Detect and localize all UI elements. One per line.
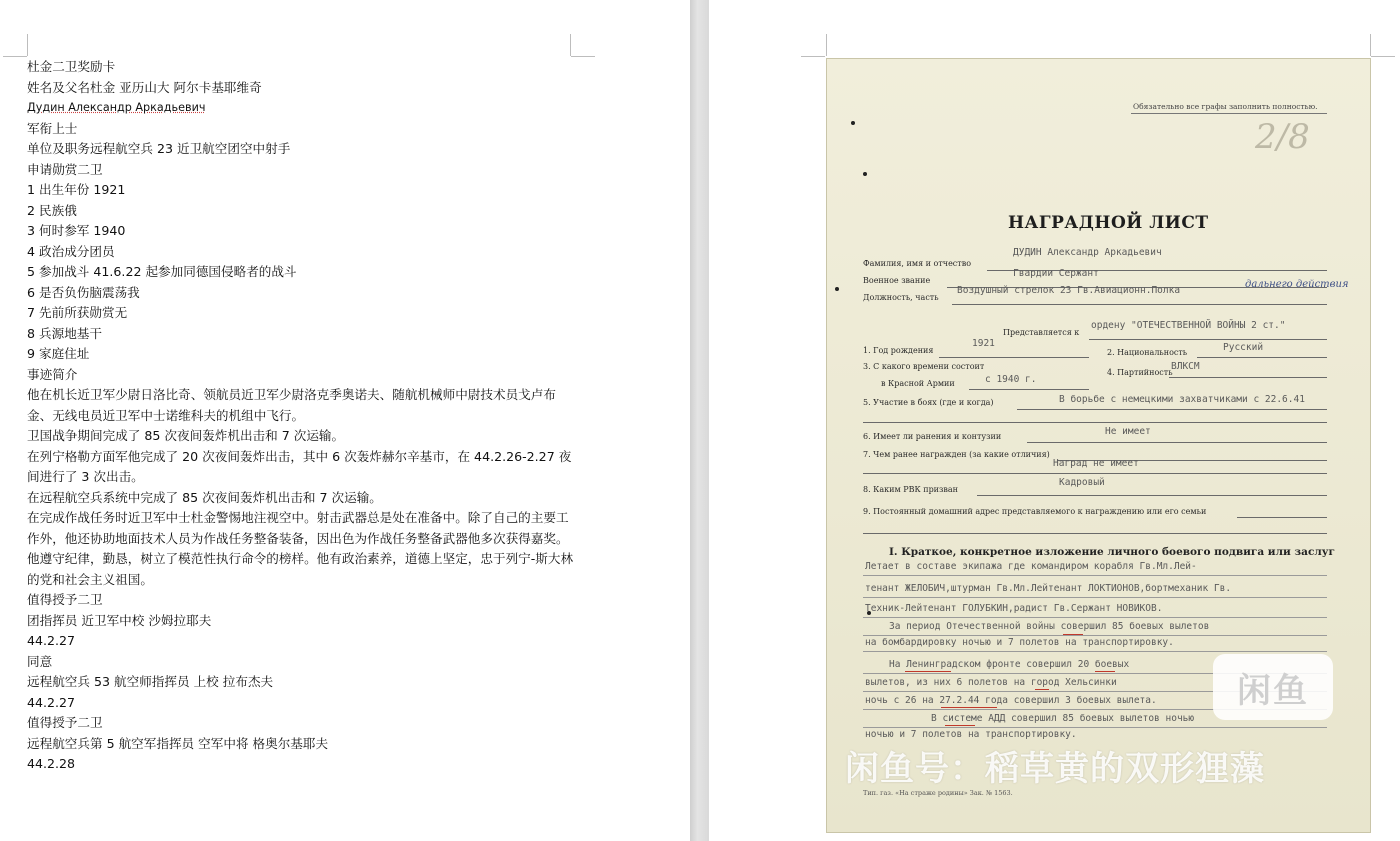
crop-mark: [27, 34, 28, 56]
signature-line: 远程航空兵 53 航空师指挥员 上校 拉布杰夫: [27, 674, 274, 689]
page-gap: [690, 0, 709, 841]
field-line: [969, 389, 1089, 390]
date-line: 44.2.28: [27, 756, 76, 771]
top-note: Обязательно все графы заполнить полностью.: [1133, 102, 1318, 111]
field-label: Военное звание: [863, 276, 931, 285]
field-label: 4. Партийность: [1107, 368, 1173, 377]
field-value: ордену "ОТЕЧЕСТВЕННОЙ ВОЙНЫ 2 ст.": [1091, 320, 1286, 331]
field-line: [977, 495, 1327, 496]
field-label: Должность, часть: [863, 293, 939, 302]
text-line: 姓名及父名杜金 亚历山大 阿尔卡基耶维奇: [27, 79, 262, 95]
field-value: Наград не имеет: [1053, 458, 1139, 469]
body-line: ночью и 7 полетов на транспортировку.: [865, 729, 1077, 740]
field-label: 1. Год рождения: [863, 346, 934, 355]
red-pencil-mark: [1095, 671, 1115, 672]
crop-mark: [570, 34, 571, 56]
field-value: Не имеет: [1105, 426, 1151, 437]
text-paragraph: 他在机长近卫军少尉日洛比奇、领航员近卫军少尉洛克季奥诺夫、随航机械师中尉技术员戈卢布金、无线电员近卫军中士诺维科夫的机组中飞行。: [27, 387, 556, 423]
text-line: 单位及职务远程航空兵 23 近卫航空团空中射手: [27, 141, 291, 156]
sheet-title: НАГРАДНОЙ ЛИСТ: [1008, 213, 1209, 233]
date-line: 44.2.27: [27, 633, 76, 648]
watermark-logo: 闲鱼: [1213, 654, 1333, 720]
right-document-page: [709, 0, 1400, 841]
field-value: Русский: [1223, 342, 1264, 353]
field-label: Фамилия, имя и отчество: [863, 259, 972, 268]
russian-name: Дудин Александр Аркадьевич: [27, 101, 206, 114]
field-line: [1197, 357, 1327, 358]
text-line: 7 先前所获勋赏无: [27, 305, 128, 320]
text-line: 9 家庭住址: [27, 346, 90, 361]
field-value: ВЛКСМ: [1171, 361, 1200, 372]
crop-mark: [3, 56, 27, 57]
field-line: [863, 422, 1327, 423]
field-label: 5. Участие в боях (где и когда): [863, 398, 994, 407]
field-label: 9. Постоянный домашний адрес представляемого к награждению или его семьи: [863, 507, 1207, 516]
field-line: [1017, 409, 1327, 410]
body-line: В системе АДД совершил 85 боевых вылетов ночью: [931, 713, 1195, 724]
doc-title: 杜金二卫奖励卡: [27, 59, 116, 74]
printer-footer: Тип. газ. «На страже родины» Зак. № 1563.: [863, 789, 1013, 797]
field-label: 8. Каким РВК призван: [863, 485, 958, 494]
red-pencil-mark: [905, 671, 951, 672]
text-line: 2 民族俄: [27, 202, 77, 218]
text-paragraph: 在完成作战任务时近卫军中士杜金警惕地注视空中。射击武器总是处在准备中。除了自己的主要工作外，他还协助地面技术人员为作战任务整备装备，因出色为作战任务整备武器他多次获得嘉奖。: [27, 510, 569, 546]
field-line: [863, 635, 1327, 636]
field-label: 6. Имеет ли ранения и контузии: [863, 432, 1002, 441]
text-line: 8 兵源地基干: [27, 325, 102, 341]
punch-dot: [835, 287, 839, 291]
field-label: 3. С какого времени состоит: [863, 362, 985, 371]
field-value: 1921: [972, 338, 995, 349]
section-heading: 事迹简介: [27, 366, 78, 382]
red-pencil-mark: [1063, 634, 1083, 635]
left-document-page: [0, 0, 690, 841]
field-value: ДУДИН Александр Аркадьевич: [1013, 247, 1162, 258]
text-line: 4 政治成分团员: [27, 243, 115, 259]
russian-name-line: [27, 98, 577, 119]
underline: [1131, 113, 1327, 114]
crop-mark: [801, 56, 825, 57]
red-pencil-mark: [1035, 689, 1049, 690]
body-line: вылетов, из них 6 полетов на город Хельсинки: [865, 677, 1117, 688]
section-heading: I. Краткое, конкретное изложение личного боевого подвига или заслуг: [889, 546, 1335, 558]
text-paragraph: 在列宁格勒方面军他完成了 20 次夜间轰炸出击，其中 6 次轰炸赫尔辛基市，在 44.2.26-2.27 夜间进行了 3 次出击。: [27, 448, 572, 484]
field-line: [863, 597, 1327, 598]
field-line: [1169, 377, 1327, 378]
field-line: [1237, 517, 1327, 518]
text-line: 同意: [27, 653, 53, 669]
field-line: [939, 357, 1089, 358]
field-value: с 1940 г.: [985, 374, 1037, 385]
body-line: На Ленинградском фронте совершил 20 боевых: [889, 659, 1130, 670]
body-line: ночь с 26 на 27.2.44 года совершил 3 боевых вылета.: [865, 695, 1157, 706]
red-pencil-mark: [941, 707, 997, 708]
text-line: 申请勋赏二卫: [27, 161, 103, 177]
punch-dot: [851, 121, 855, 125]
field-label: 2. Национальность: [1107, 348, 1188, 357]
text-paragraph: 他遵守纪律，勤恳，树立了模范性执行命令的榜样。他有政治素养，道德上坚定，忠于列宁-斯大林的党和社会主义祖国。: [27, 551, 574, 587]
field-line: [863, 727, 1327, 728]
signature-line: 远程航空兵第 5 航空军指挥员 空军中将 格奥尔基耶夫: [27, 735, 329, 751]
text-line: 6 是否负伤脑震荡我: [27, 284, 140, 300]
handwritten-note: дальнего действия: [1245, 279, 1349, 290]
scanned-award-sheet: [826, 58, 1371, 833]
field-label: 7. Чем ранее награжден (за какие отличия): [863, 450, 1050, 459]
body-line: Летает в составе экипажа где командиром корабля Гв.Мл.Лей-: [865, 561, 1197, 572]
text-line: 卫国战争期间完成了 85 次夜间轰炸机出击和 7 次运输。: [27, 428, 345, 443]
body-line: Техник-Лейтенант ГОЛУБКИН,радист Гв.Сержант НОВИКОВ.: [865, 603, 1163, 614]
text-line: 值得授予二卫: [27, 592, 103, 607]
text-line: 军衔上士: [27, 120, 78, 136]
translation-text: [27, 57, 577, 775]
field-label: в Красной Армии: [881, 379, 955, 388]
crop-mark: [1370, 34, 1371, 56]
text-line: 1 出生年份 1921: [27, 182, 126, 197]
field-label: Представляется к: [1003, 328, 1080, 337]
field-value: Воздушный стрелок 23 Гв.Авиационн.Полка: [957, 285, 1181, 296]
text-line: 在远程航空兵系统中完成了 85 次夜间轰炸机出击和 7 次运输。: [27, 489, 382, 505]
watermark-text: 闲鱼号：稻草黄的双形狸藻: [845, 749, 1265, 789]
field-line: [863, 533, 1327, 534]
body-line: на бомбардировку ночью и 7 полетов на транспортировку.: [865, 637, 1174, 648]
text-line: 3 何时参军 1940: [27, 223, 126, 238]
field-value: В борьбе с немецкими захватчиками с 22.6.41: [1059, 394, 1305, 405]
date-line: 44.2.27: [27, 694, 76, 710]
punch-dot: [863, 172, 867, 176]
text-line: 值得授予二卫: [27, 715, 103, 730]
body-line: тенант ЖЕЛОБИЧ,штурман Гв.Мл.Лейтенант ЛОКТИОНОВ,бортмеханик Гв.: [865, 583, 1232, 594]
text-line: 5 参加战斗 41.6.22 起参加同德国侵略者的战斗: [27, 264, 297, 279]
field-line: [1027, 442, 1327, 443]
body-line: За период Отечественной войны совершил 85 боевых вылетов: [889, 621, 1210, 632]
pencil-number: 2/8: [1255, 117, 1310, 157]
field-line: [863, 473, 1327, 474]
crop-mark: [1371, 56, 1395, 57]
field-value: Гвардии Сержант: [1013, 268, 1099, 279]
field-line: [863, 617, 1327, 618]
field-line: [863, 651, 1327, 652]
crop-mark: [826, 34, 827, 56]
signature-line: 团指挥员 近卫军中校 沙姆拉耶夫: [27, 612, 212, 628]
red-pencil-mark: [945, 725, 975, 726]
field-line: [952, 304, 1327, 305]
field-line: [1089, 339, 1327, 340]
field-value: Кадровый: [1059, 477, 1105, 488]
field-line: [863, 575, 1327, 576]
